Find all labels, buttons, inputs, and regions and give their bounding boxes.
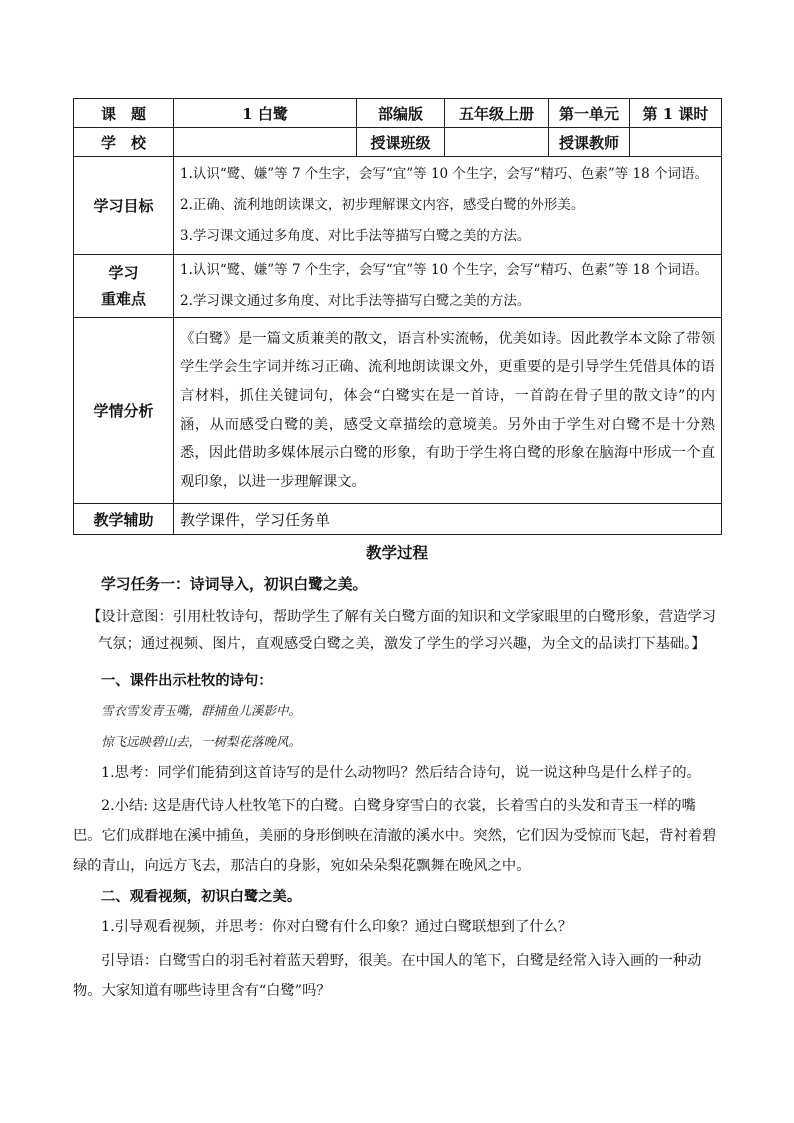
goal-item: 3.学习课文通过多角度、对比手法等描写白鹭之美的方法。 <box>180 228 531 244</box>
key-points-label-line1: 学习 <box>108 264 139 282</box>
guide-words: 引导语：白鹭雪白的羽毛衬着蓝天碧野，很美。在中国人的笔下，白鹭是经常入诗入画的一种动物。大家知道有哪些诗里含有“白鹭”吗？ <box>73 953 702 999</box>
analysis-text: 《白鹭》是一篇文质兼美的散文，语言朴实流畅，优美如诗。因此教学本文除了带领学生学会生字词并练习正确、流利地朗读课文外，更重要的是引导学生凭借具体的语言材料，抓住关键词句，体会“白鹭实在是一首诗，一首韵在骨子里的散文诗”的内涵，从而感受白鹭的美，感受文章描绘的意境美。另外由于学生对白鹭不是十分熟悉，因此借助多媒体展示白鹭的形象，有助于学生将白鹭的形象在脑海中形成一个直观印象，以进一步理解课文。 <box>174 318 722 504</box>
goal-item: 1.认识“鹭、嫌”等 7 个生字，会写“宜”等 10 个生字，会写“精巧、色素”等 18 个词语。 <box>180 166 708 182</box>
table-row <box>74 99 722 128</box>
aids-text: 教学课件，学习任务单 <box>174 504 722 535</box>
grade-cell: 五年级上册 <box>445 99 549 128</box>
goal-item: 2.正确、流利地朗读课文，初步理解课文内容，感受白鹭的外形美。 <box>180 197 585 213</box>
key-points-label-line2: 重难点 <box>100 290 146 308</box>
teacher-label: 授课教师 <box>549 128 630 157</box>
key-point-item: 1.认识“鹭、嫌”等 7 个生字，会写“宜”等 10 个生字，会写“精巧、色素”等 18 个词语。 <box>180 262 708 278</box>
key-points-content <box>174 255 722 318</box>
class-label: 授课班级 <box>357 128 445 157</box>
unit-cell: 第一单元 <box>549 99 630 128</box>
task1-heading: 学习任务一：诗词导入，初识白鹭之美。 <box>101 576 368 593</box>
analysis-label: 学情分析 <box>74 318 174 504</box>
think-question: 1.思考：同学们能猜到这首诗写的是什么动物吗？然后结合诗句，说一说这种鸟是什么样子的。 <box>101 765 701 781</box>
design-intent: 【设计意图：引用杜牧诗句，帮助学生了解有关白鹭方面的知识和文学家眼里的白鹭形象，营造学习气氛；通过视频、图片，直观感受白鹭之美，激发了学生的学习兴趣，为全文的品读打下基础。】 <box>87 609 717 652</box>
teacher-value <box>630 128 722 157</box>
guide-question: 1.引导观看视频，并思考：你对白鹭有什么印象？通过白鹭联想到了什么？ <box>101 919 573 935</box>
poem-line-2: 惊飞远映碧山去，一树梨花落晚风。 <box>101 734 302 749</box>
edition-cell: 部编版 <box>357 99 445 128</box>
table-row <box>74 157 722 255</box>
topic-label: 课 题 <box>74 99 174 128</box>
period-cell: 第 1 课时 <box>630 99 722 128</box>
step2-heading: 二、观看视频，初识白鹭之美。 <box>101 889 302 905</box>
aids-label: 教学辅助 <box>74 504 174 535</box>
class-value <box>445 128 549 157</box>
school-value <box>174 128 357 157</box>
table-row <box>74 318 722 504</box>
school-label: 学 校 <box>74 128 174 157</box>
table-row <box>74 504 722 535</box>
step1-heading: 一、课件出示杜牧的诗句： <box>101 673 273 689</box>
poem-line-1: 雪衣雪发青玉嘴，群捕鱼儿溪影中。 <box>101 703 302 718</box>
table-row <box>74 128 722 157</box>
process-title: 教学过程 <box>365 543 428 562</box>
lesson-title: 1 白鹭 <box>174 99 357 128</box>
table-row <box>74 255 722 318</box>
key-points-label <box>74 255 174 318</box>
goals-content <box>174 157 722 255</box>
goals-label: 学习目标 <box>74 157 174 255</box>
lesson-info-table <box>73 98 722 535</box>
key-point-item: 2.学习课文通过多角度、对比手法等描写白鹭之美的方法。 <box>180 293 531 309</box>
summary-text: 2.小结: 这是唐代诗人杜牧笔下的白鹭。白鹭身穿雪白的衣裳，长着雪白的头发和青玉一样的嘴巴。它们成群地在溪中捕鱼，美丽的身形倒映在清澈的溪水中。突然，它们因为受惊而飞起，背衬着碧绿的青山，向远方飞去，那洁白的身影，宛如朵朵梨花飘舞在晚风之中。 <box>73 798 717 874</box>
